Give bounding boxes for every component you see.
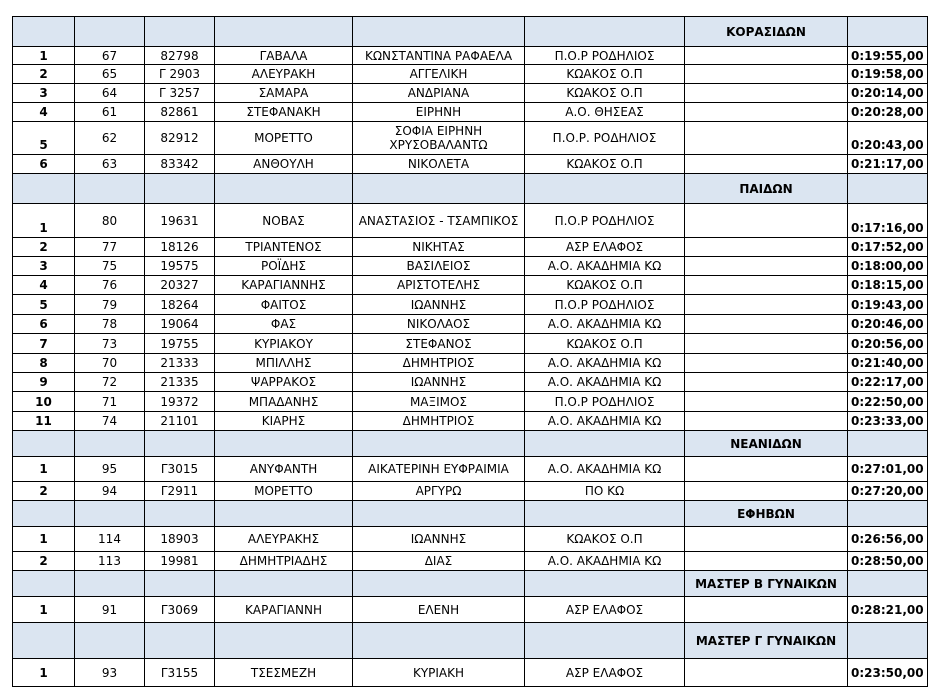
category-name: ΕΦΗΒΩΝ: [685, 501, 848, 527]
time-cell: 0:20:14,00: [848, 84, 928, 103]
surname-cell: ΓΑΒΑΛΑ: [215, 47, 353, 65]
club-cell: Π.Ο.Ρ ΡΟΔΗΛΙΟΣ: [525, 47, 685, 65]
position-cell: 3: [13, 257, 75, 276]
surname-cell: ΣΑΜΑΡΑ: [215, 84, 353, 103]
blank-cell: [685, 155, 848, 174]
blank-cell: [145, 17, 215, 47]
result-row: [13, 65, 928, 84]
bib-cell: 70: [75, 354, 145, 373]
surname-cell: ΜΠΙΛΛΗΣ: [215, 354, 353, 373]
firstname-cell: ΝΙΚΟΛΑΟΣ: [353, 315, 525, 334]
firstname-cell: ΔΗΜΗΤΡΙΟΣ: [353, 354, 525, 373]
category-header-row: [13, 571, 928, 597]
club-cell: ΚΩΑΚΟΣ Ο.Π: [525, 334, 685, 354]
category-header-row: [13, 174, 928, 204]
bib-cell: 63: [75, 155, 145, 174]
category-header-row: [13, 17, 928, 47]
position-cell: 4: [13, 276, 75, 295]
time-cell: 0:27:01,00: [848, 457, 928, 482]
bib-cell: 73: [75, 334, 145, 354]
surname-cell: ΜΟΡΕΤΤΟ: [215, 482, 353, 501]
result-row: [13, 84, 928, 103]
blank-cell: [685, 527, 848, 552]
blank-cell: [685, 204, 848, 238]
time-cell: 0:19:43,00: [848, 295, 928, 315]
license-cell: 21101: [145, 412, 215, 431]
club-cell: ΠΟ ΚΩ: [525, 482, 685, 501]
surname-cell: ΨΑΡΡΑΚΟΣ: [215, 373, 353, 392]
blank-cell: [75, 174, 145, 204]
blank-cell: [215, 174, 353, 204]
blank-cell: [13, 571, 75, 597]
bib-cell: 76: [75, 276, 145, 295]
category-header-row: [13, 431, 928, 457]
blank-cell: [353, 174, 525, 204]
position-cell: 5: [13, 295, 75, 315]
bib-cell: 65: [75, 65, 145, 84]
category-header-row: [13, 501, 928, 527]
bib-cell: 62: [75, 122, 145, 155]
firstname-cell: ΚΩΝΣΤΑΝΤΙΝΑ ΡΑΦΑΕΛΑ: [353, 47, 525, 65]
surname-cell: ΚΙΑΡΗΣ: [215, 412, 353, 431]
position-cell: 5: [13, 122, 75, 155]
position-cell: 1: [13, 457, 75, 482]
surname-cell: ΤΡΙΑΝΤΕΝΟΣ: [215, 238, 353, 257]
club-cell: Α.Ο. ΑΚΑΔΗΜΙΑ ΚΩ: [525, 457, 685, 482]
license-cell: 18903: [145, 527, 215, 552]
blank-cell: [13, 501, 75, 527]
blank-cell: [685, 103, 848, 122]
time-cell: 0:23:33,00: [848, 412, 928, 431]
time-cell: 0:18:00,00: [848, 257, 928, 276]
position-cell: 2: [13, 238, 75, 257]
license-cell: 18126: [145, 238, 215, 257]
firstname-cell: ΝΙΚΟΛΕΤΑ: [353, 155, 525, 174]
firstname-cell: ΙΩΑΝΝΗΣ: [353, 527, 525, 552]
club-cell: ΚΩΑΚΟΣ Ο.Π: [525, 276, 685, 295]
position-cell: 2: [13, 552, 75, 571]
license-cell: 19981: [145, 552, 215, 571]
license-cell: Γ 3257: [145, 84, 215, 103]
position-cell: 3: [13, 84, 75, 103]
club-cell: Α.Ο. ΑΚΑΔΗΜΙΑ ΚΩ: [525, 412, 685, 431]
club-cell: Α.Ο. ΘΗΣΕΑΣ: [525, 103, 685, 122]
blank-cell: [685, 373, 848, 392]
blank-cell: [215, 571, 353, 597]
result-row: [13, 527, 928, 552]
time-cell: 0:22:50,00: [848, 392, 928, 412]
surname-cell: ΑΝΘΟΥΛΗ: [215, 155, 353, 174]
blank-cell: [685, 412, 848, 431]
blank-cell: [685, 276, 848, 295]
surname-cell: ΔΗΜΗΤΡΙΑΔΗΣ: [215, 552, 353, 571]
club-cell: Α.Ο. ΑΚΑΔΗΜΙΑ ΚΩ: [525, 552, 685, 571]
blank-cell: [525, 174, 685, 204]
club-cell: Α.Ο. ΑΚΑΔΗΜΙΑ ΚΩ: [525, 257, 685, 276]
firstname-cell: ΙΩΑΝΝΗΣ: [353, 373, 525, 392]
bib-cell: 78: [75, 315, 145, 334]
result-row: [13, 103, 928, 122]
blank-cell: [215, 431, 353, 457]
blank-cell: [75, 17, 145, 47]
category-name: ΝΕΑΝΙΔΩΝ: [685, 431, 848, 457]
blank-cell: [353, 17, 525, 47]
blank-cell: [215, 501, 353, 527]
license-cell: 19575: [145, 257, 215, 276]
time-cell: 0:20:43,00: [848, 122, 928, 155]
license-cell: 18264: [145, 295, 215, 315]
blank-cell: [848, 623, 928, 659]
bib-cell: 61: [75, 103, 145, 122]
club-cell: Π.Ο.Ρ ΡΟΔΗΛΙΟΣ: [525, 392, 685, 412]
club-cell: ΚΩΑΚΟΣ Ο.Π: [525, 65, 685, 84]
blank-cell: [848, 431, 928, 457]
blank-cell: [685, 315, 848, 334]
blank-cell: [215, 623, 353, 659]
surname-cell: ΑΝΥΦΑΝΤΗ: [215, 457, 353, 482]
bib-cell: 67: [75, 47, 145, 65]
position-cell: 7: [13, 334, 75, 354]
bib-cell: 94: [75, 482, 145, 501]
position-cell: 1: [13, 47, 75, 65]
time-cell: 0:20:28,00: [848, 103, 928, 122]
surname-cell: ΦΑΙΤΟΣ: [215, 295, 353, 315]
firstname-cell: ΕΙΡΗΝΗ: [353, 103, 525, 122]
time-cell: 0:23:50,00: [848, 659, 928, 687]
surname-cell: ΚΥΡΙΑΚΟΥ: [215, 334, 353, 354]
blank-cell: [848, 571, 928, 597]
blank-cell: [685, 392, 848, 412]
blank-cell: [13, 174, 75, 204]
bib-cell: 79: [75, 295, 145, 315]
firstname-cell: ΣΤΕΦΑΝΟΣ: [353, 334, 525, 354]
result-row: [13, 659, 928, 687]
firstname-cell: ΚΥΡΙΑΚΗ: [353, 659, 525, 687]
position-cell: 4: [13, 103, 75, 122]
bib-cell: 114: [75, 527, 145, 552]
club-cell: Π.Ο.Ρ ΡΟΔΗΛΙΟΣ: [525, 204, 685, 238]
blank-cell: [848, 17, 928, 47]
time-cell: 0:17:52,00: [848, 238, 928, 257]
license-cell: 19631: [145, 204, 215, 238]
result-row: [13, 412, 928, 431]
result-row: [13, 334, 928, 354]
blank-cell: [685, 47, 848, 65]
blank-cell: [75, 431, 145, 457]
license-cell: 20327: [145, 276, 215, 295]
time-cell: 0:28:50,00: [848, 552, 928, 571]
blank-cell: [145, 501, 215, 527]
result-row: [13, 204, 928, 238]
blank-cell: [13, 623, 75, 659]
time-cell: 0:22:17,00: [848, 373, 928, 392]
results-body: [13, 17, 928, 687]
surname-cell: ΜΠΑΔΑΝΗΣ: [215, 392, 353, 412]
surname-cell: ΦΑΣ: [215, 315, 353, 334]
blank-cell: [685, 257, 848, 276]
time-cell: 0:17:16,00: [848, 204, 928, 238]
result-row: [13, 552, 928, 571]
license-cell: 83342: [145, 155, 215, 174]
result-row: [13, 392, 928, 412]
result-row: [13, 276, 928, 295]
blank-cell: [145, 174, 215, 204]
result-row: [13, 122, 928, 155]
club-cell: ΑΣΡ ΕΛΑΦΟΣ: [525, 238, 685, 257]
license-cell: 82861: [145, 103, 215, 122]
bib-cell: 71: [75, 392, 145, 412]
bib-cell: 72: [75, 373, 145, 392]
surname-cell: ΜΟΡΕΤΤΟ: [215, 122, 353, 155]
license-cell: Γ 2903: [145, 65, 215, 84]
result-row: [13, 354, 928, 373]
category-name: ΚΟΡΑΣΙΔΩΝ: [685, 17, 848, 47]
surname-cell: ΤΣΕΣΜΕΖΗ: [215, 659, 353, 687]
club-cell: Π.Ο.Ρ ΡΟΔΗΛΙΟΣ: [525, 295, 685, 315]
bib-cell: 113: [75, 552, 145, 571]
blank-cell: [13, 17, 75, 47]
blank-cell: [685, 334, 848, 354]
blank-cell: [685, 482, 848, 501]
blank-cell: [848, 501, 928, 527]
position-cell: 9: [13, 373, 75, 392]
result-row: [13, 373, 928, 392]
category-header-row: [13, 623, 928, 659]
bib-cell: 64: [75, 84, 145, 103]
blank-cell: [353, 431, 525, 457]
blank-cell: [525, 431, 685, 457]
club-cell: ΚΩΑΚΟΣ Ο.Π: [525, 527, 685, 552]
category-name: ΠΑΙΔΩΝ: [685, 174, 848, 204]
position-cell: 1: [13, 204, 75, 238]
result-row: [13, 315, 928, 334]
results-table: [12, 16, 928, 687]
position-cell: 10: [13, 392, 75, 412]
time-cell: 0:19:58,00: [848, 65, 928, 84]
blank-cell: [525, 17, 685, 47]
surname-cell: ΡΟΪΔΗΣ: [215, 257, 353, 276]
club-cell: ΑΣΡ ΕΛΑΦΟΣ: [525, 659, 685, 687]
club-cell: ΚΩΑΚΟΣ Ο.Π: [525, 155, 685, 174]
blank-cell: [525, 571, 685, 597]
position-cell: 2: [13, 482, 75, 501]
license-cell: 21335: [145, 373, 215, 392]
club-cell: Π.Ο.Ρ. ΡΟΔΗΛΙΟΣ: [525, 122, 685, 155]
club-cell: ΚΩΑΚΟΣ Ο.Π: [525, 84, 685, 103]
category-name: ΜΑΣΤΕΡ Γ ΓΥΝΑΙΚΩΝ: [685, 623, 848, 659]
bib-cell: 74: [75, 412, 145, 431]
blank-cell: [685, 84, 848, 103]
blank-cell: [75, 501, 145, 527]
license-cell: 19372: [145, 392, 215, 412]
result-row: [13, 47, 928, 65]
surname-cell: ΑΛΕΥΡΑΚΗΣ: [215, 527, 353, 552]
surname-cell: ΚΑΡΑΓΙΑΝΝΗ: [215, 597, 353, 623]
blank-cell: [848, 174, 928, 204]
firstname-cell: ΣΟΦΙΑ ΕΙΡΗΝΗ ΧΡΥΣΟΒΑΛΑΝΤΩ: [353, 122, 525, 155]
category-name: ΜΑΣΤΕΡ Β ΓΥΝΑΙΚΩΝ: [685, 571, 848, 597]
bib-cell: 80: [75, 204, 145, 238]
result-row: [13, 155, 928, 174]
result-row: [13, 482, 928, 501]
firstname-cell: ΜΑΞΙΜΟΣ: [353, 392, 525, 412]
time-cell: 0:20:46,00: [848, 315, 928, 334]
blank-cell: [353, 623, 525, 659]
position-cell: 6: [13, 315, 75, 334]
license-cell: 19064: [145, 315, 215, 334]
blank-cell: [145, 431, 215, 457]
surname-cell: ΑΛΕΥΡΑΚΗ: [215, 65, 353, 84]
club-cell: ΑΣΡ ΕΛΑΦΟΣ: [525, 597, 685, 623]
position-cell: 1: [13, 597, 75, 623]
blank-cell: [525, 623, 685, 659]
position-cell: 1: [13, 527, 75, 552]
result-row: [13, 257, 928, 276]
result-row: [13, 457, 928, 482]
firstname-cell: ΑΝΔΡΙΑΝΑ: [353, 84, 525, 103]
bib-cell: 75: [75, 257, 145, 276]
firstname-cell: ΑΡΓΥΡΩ: [353, 482, 525, 501]
time-cell: 0:21:40,00: [848, 354, 928, 373]
club-cell: Α.Ο. ΑΚΑΔΗΜΙΑ ΚΩ: [525, 315, 685, 334]
firstname-cell: ΑΙΚΑΤΕΡΙΝΗ ΕΥΦΡΑΙΜΙΑ: [353, 457, 525, 482]
license-cell: Γ3069: [145, 597, 215, 623]
firstname-cell: ΑΝΑΣΤΑΣΙΟΣ - ΤΣΑΜΠΙΚΟΣ: [353, 204, 525, 238]
position-cell: 11: [13, 412, 75, 431]
time-cell: 0:20:56,00: [848, 334, 928, 354]
time-cell: 0:19:55,00: [848, 47, 928, 65]
time-cell: 0:21:17,00: [848, 155, 928, 174]
bib-cell: 93: [75, 659, 145, 687]
blank-cell: [145, 623, 215, 659]
blank-cell: [685, 552, 848, 571]
bib-cell: 95: [75, 457, 145, 482]
firstname-cell: ΝΙΚΗΤΑΣ: [353, 238, 525, 257]
firstname-cell: ΑΓΓΕΛΙΚΗ: [353, 65, 525, 84]
license-cell: Γ3015: [145, 457, 215, 482]
blank-cell: [75, 571, 145, 597]
blank-cell: [13, 431, 75, 457]
surname-cell: ΣΤΕΦΑΝΑΚΗ: [215, 103, 353, 122]
bib-cell: 91: [75, 597, 145, 623]
result-row: [13, 295, 928, 315]
firstname-cell: ΕΛΕΝΗ: [353, 597, 525, 623]
license-cell: 82912: [145, 122, 215, 155]
blank-cell: [353, 571, 525, 597]
firstname-cell: ΙΩΑΝΝΗΣ: [353, 295, 525, 315]
license-cell: 21333: [145, 354, 215, 373]
license-cell: 19755: [145, 334, 215, 354]
time-cell: 0:18:15,00: [848, 276, 928, 295]
blank-cell: [685, 597, 848, 623]
club-cell: Α.Ο. ΑΚΑΔΗΜΙΑ ΚΩ: [525, 354, 685, 373]
blank-cell: [145, 571, 215, 597]
blank-cell: [685, 354, 848, 373]
blank-cell: [685, 457, 848, 482]
firstname-cell: ΑΡΙΣΤΟΤΕΛΗΣ: [353, 276, 525, 295]
club-cell: Α.Ο. ΑΚΑΔΗΜΙΑ ΚΩ: [525, 373, 685, 392]
bib-cell: 77: [75, 238, 145, 257]
blank-cell: [685, 122, 848, 155]
time-cell: 0:27:20,00: [848, 482, 928, 501]
blank-cell: [685, 65, 848, 84]
license-cell: Γ3155: [145, 659, 215, 687]
result-row: [13, 238, 928, 257]
blank-cell: [75, 623, 145, 659]
license-cell: Γ2911: [145, 482, 215, 501]
surname-cell: ΚΑΡΑΓΙΑΝΝΗΣ: [215, 276, 353, 295]
position-cell: 1: [13, 659, 75, 687]
position-cell: 2: [13, 65, 75, 84]
result-row: [13, 597, 928, 623]
blank-cell: [525, 501, 685, 527]
time-cell: 0:26:56,00: [848, 527, 928, 552]
position-cell: 8: [13, 354, 75, 373]
time-cell: 0:28:21,00: [848, 597, 928, 623]
license-cell: 82798: [145, 47, 215, 65]
blank-cell: [685, 238, 848, 257]
firstname-cell: ΔΙΑΣ: [353, 552, 525, 571]
blank-cell: [215, 17, 353, 47]
surname-cell: ΝΟΒΑΣ: [215, 204, 353, 238]
firstname-cell: ΒΑΣΙΛΕΙΟΣ: [353, 257, 525, 276]
blank-cell: [353, 501, 525, 527]
firstname-cell: ΔΗΜΗΤΡΙΟΣ: [353, 412, 525, 431]
blank-cell: [685, 659, 848, 687]
blank-cell: [685, 295, 848, 315]
position-cell: 6: [13, 155, 75, 174]
